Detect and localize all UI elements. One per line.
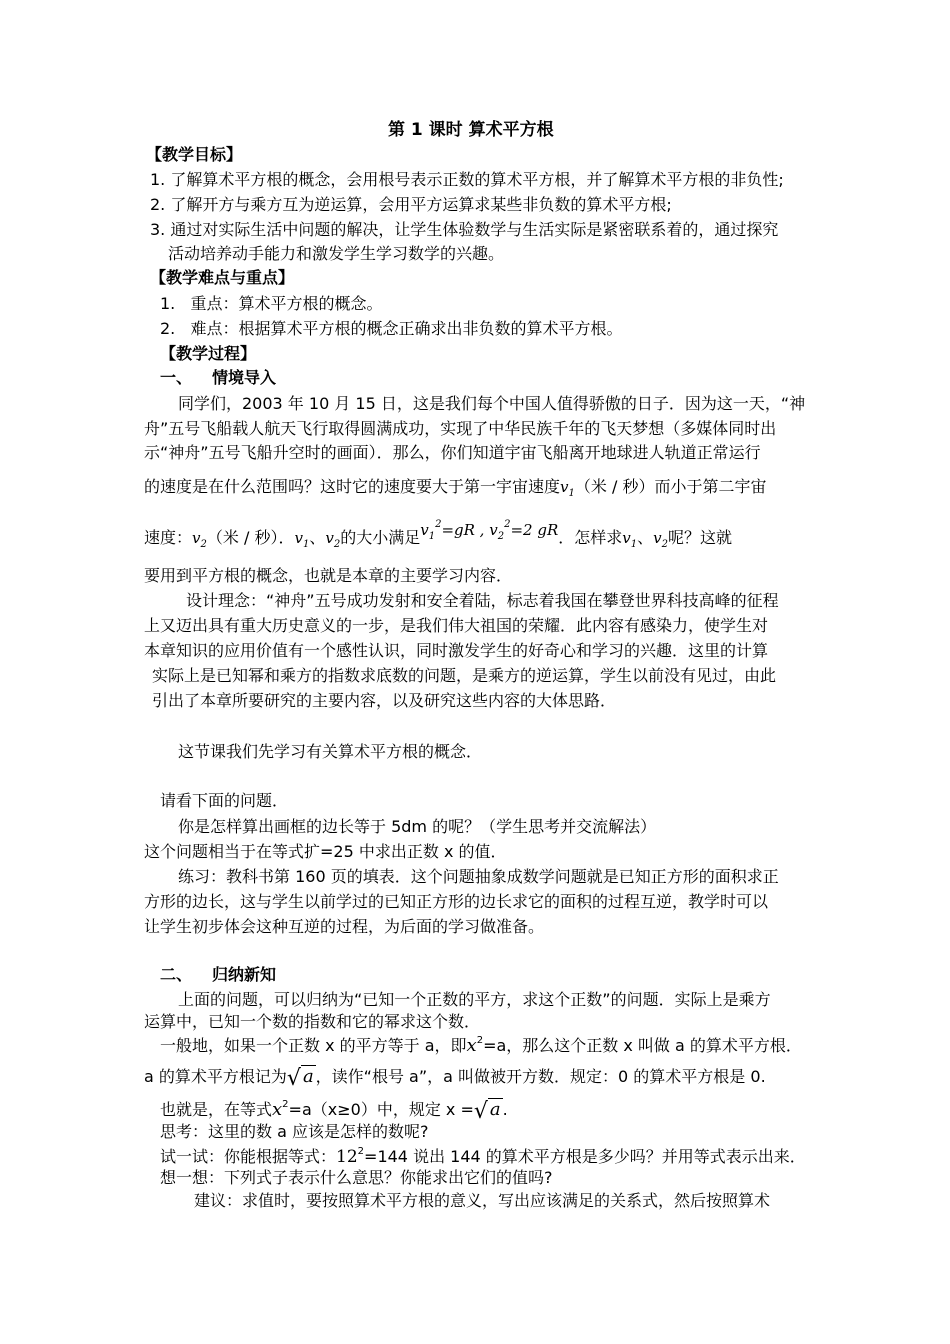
var-v: v <box>325 529 334 547</box>
induce-line: 运算中，已知一个数的指数和它的幂求这个数． <box>144 1012 481 1031</box>
text-segment: 一般地，如果一个正数 x 的平方等于 a，即 <box>160 1036 467 1055</box>
paragraph-line: 要用到平方根的概念，也就是本章的主要学习内容． <box>144 566 513 585</box>
induce-line: 上面的问题，可以归纳为“已知一个正数的平方，求这个正数”的问题．实际上是乘方 <box>178 990 771 1009</box>
subscript: 1 <box>302 539 310 550</box>
var-x: x <box>272 1099 283 1120</box>
section-heading-goals: 【教学目标】 <box>146 145 243 164</box>
design-line: 本章知识的应用价值有一个感性认识，同时激发学生的好奇心和学习的兴趣．这里的计算 <box>144 641 769 660</box>
goal-item: 1. 了解算术平方根的概念，会用根号表示正数的算术平方根，并了解算术平方根的非负性; <box>150 170 784 189</box>
text-segment: a 的算术平方根记为 <box>144 1067 287 1086</box>
v1-symbol <box>294 529 310 550</box>
v2-symbol <box>325 529 341 550</box>
paragraph-line-equation <box>144 519 733 551</box>
goal-item: 3. 通过对实际生活中问题的解决，让学生体验数学与生活实际是紧密联系着的，通过探究 <box>150 220 779 239</box>
velocity-equation <box>420 519 559 542</box>
subscript: 1 <box>428 531 436 542</box>
var-v: v <box>192 529 201 547</box>
goal-item-continued: 活动培养动手能力和激发学生学习数学的兴趣。 <box>168 244 505 263</box>
text-segment: 也就是，在等式 <box>160 1100 273 1119</box>
equivalence-line: 这个问题相当于在等式扩=25 中求出正数 x 的值． <box>144 842 507 861</box>
sqrt-icon: √ <box>286 1066 301 1091</box>
v2-symbol <box>192 529 207 550</box>
text-segment: 、 <box>637 528 654 547</box>
lesson-line: 这节课我们先学习有关算术平方根的概念． <box>178 742 483 761</box>
ponder-line: 想一想：下列式子表示什么意思？你能求出它们的值吗? <box>160 1168 553 1187</box>
paragraph-line: 舟”五号飞船载人航天飞行取得圆满成功，实现了中华民族千年的飞天梦想（多媒体同时出 <box>144 419 777 438</box>
text-segment: 的速度是在什么范围吗？这时它的速度要大于第一宇宙速度 <box>144 477 561 496</box>
page-title: 第 1 课时 算术平方根 <box>388 120 554 140</box>
v1-symbol <box>622 529 638 550</box>
part-title: 情境导入 <box>212 368 277 387</box>
text-segment: =a，那么这个正数 x 叫做 a 的算术平方根． <box>483 1036 802 1055</box>
design-line: 设计理念：“神舟”五号成功发射和安全着陆，标志着我国在攀登世界科技高峰的征程 <box>186 591 779 610</box>
sqrt-icon: √ <box>473 1099 488 1124</box>
superscript: 2 <box>435 519 442 530</box>
text-segment: （米 / 秒）而小于第二宇宙 <box>574 477 767 496</box>
part-number: 二、 <box>160 965 193 984</box>
subscript: 1 <box>568 488 575 499</box>
subscript: 2 <box>333 539 341 550</box>
base-number: 12 <box>336 1147 358 1167</box>
paragraph-line: 示“神舟”五号飞船升空时的画面）．那么，你们知道宇宙飞船离开地球进人轨道正常运行 <box>144 443 761 462</box>
part-number: 一、 <box>160 368 193 387</box>
difficulty-item: 2. 难点：根据算术平方根的概念正确求出非负数的算术平方根。 <box>160 319 623 338</box>
text-segment: 速度： <box>144 528 193 547</box>
text-segment: （米 / 秒）． <box>206 528 295 547</box>
question-line: 你是怎样算出画框的边长等于 5dm 的呢？（学生思考并交流解法） <box>178 817 657 836</box>
practice-line: 练习：教科书第 160 页的填表．这个问题抽象成数学问题就是已知正方形的面积求正 <box>178 867 779 886</box>
var-x: x <box>466 1035 477 1056</box>
text-segment: =a（x≥0）中，规定 x = <box>288 1100 474 1119</box>
try-line <box>160 1147 806 1170</box>
text-segment: . <box>502 1100 508 1119</box>
goal-item: 2. 了解开方与乘方互为逆运算，会用平方运算求某些非负数的算术平方根; <box>150 195 672 214</box>
design-line: 上又迈出具有重大历史意义的一步，是我们伟大祖国的荣耀．此内容有感染力，使学生对 <box>144 616 769 635</box>
text-segment: 的大小满足 <box>340 528 421 547</box>
think-line: 思考：这里的数 a 应该是怎样的数呢? <box>160 1122 429 1141</box>
subscript: 2 <box>200 539 207 550</box>
notation-line <box>144 1066 766 1091</box>
var-v: v <box>560 478 569 496</box>
var-v: v <box>294 529 303 547</box>
equation-part: =2 gR <box>510 521 559 539</box>
paragraph-line-velocity <box>144 477 766 500</box>
subscript: 2 <box>497 531 505 542</box>
var-v: v <box>489 521 498 539</box>
radicand: a <box>302 1066 314 1087</box>
section-heading-difficulty: 【教学难点与重点】 <box>150 268 295 287</box>
var-v: v <box>420 521 429 539</box>
equation-part: =gR , <box>441 521 485 539</box>
superscript: 2 <box>282 1099 289 1110</box>
please-line: 请看下面的问题． <box>160 791 289 810</box>
definition-line <box>160 1036 802 1059</box>
radicand: a <box>489 1099 501 1120</box>
subscript: 2 <box>661 539 668 550</box>
text-segment: 、 <box>309 528 326 547</box>
suggest-line: 建议：求值时，要按照算术平方根的意义，写出应该满足的关系式，然后按照算术 <box>194 1191 771 1210</box>
v1-symbol <box>560 478 575 499</box>
practice-line: 方形的边长，这与学生以前学过的已知正方形的边长求它的面积的过程互逆，教学时可以 <box>144 892 769 911</box>
superscript: 2 <box>357 1146 365 1157</box>
practice-line: 让学生初步体会这种互逆的过程，为后面的学习做准备。 <box>144 917 545 936</box>
subscript: 1 <box>630 539 638 550</box>
text-segment: ，读作“根号 a”，a 叫做被开方数．规定：0 的算术平方根是 0. <box>315 1067 766 1086</box>
text-segment: =144 说出 144 的算术平方根是多少吗？并用等式表示出来． <box>364 1147 806 1166</box>
var-v: v <box>622 529 631 547</box>
text-segment: 试一试：你能根据等式： <box>160 1147 337 1166</box>
v2-symbol <box>653 529 668 550</box>
difficulty-item: 1. 重点：算术平方根的概念。 <box>160 294 383 313</box>
superscript: 2 <box>504 519 511 530</box>
superscript: 2 <box>476 1035 484 1046</box>
also-line <box>160 1099 508 1123</box>
text-segment: ．怎样求 <box>558 528 623 547</box>
section-heading-process: 【教学过程】 <box>160 344 257 363</box>
text-segment: 呢？这就 <box>668 528 733 547</box>
var-v: v <box>653 529 662 547</box>
part-title: 归纳新知 <box>212 965 277 984</box>
paragraph-line: 同学们，2003 年 10 月 15 日，这是我们每个中国人值得骄傲的日子．因为这一天，“神 <box>178 394 806 413</box>
design-line: 引出了本章所要研究的主要内容，以及研究这些内容的大体思路． <box>152 691 617 710</box>
design-line: 实际上是已知幂和乘方的指数求底数的问题，是乘方的逆运算，学生以前没有见过，由此 <box>152 666 777 685</box>
